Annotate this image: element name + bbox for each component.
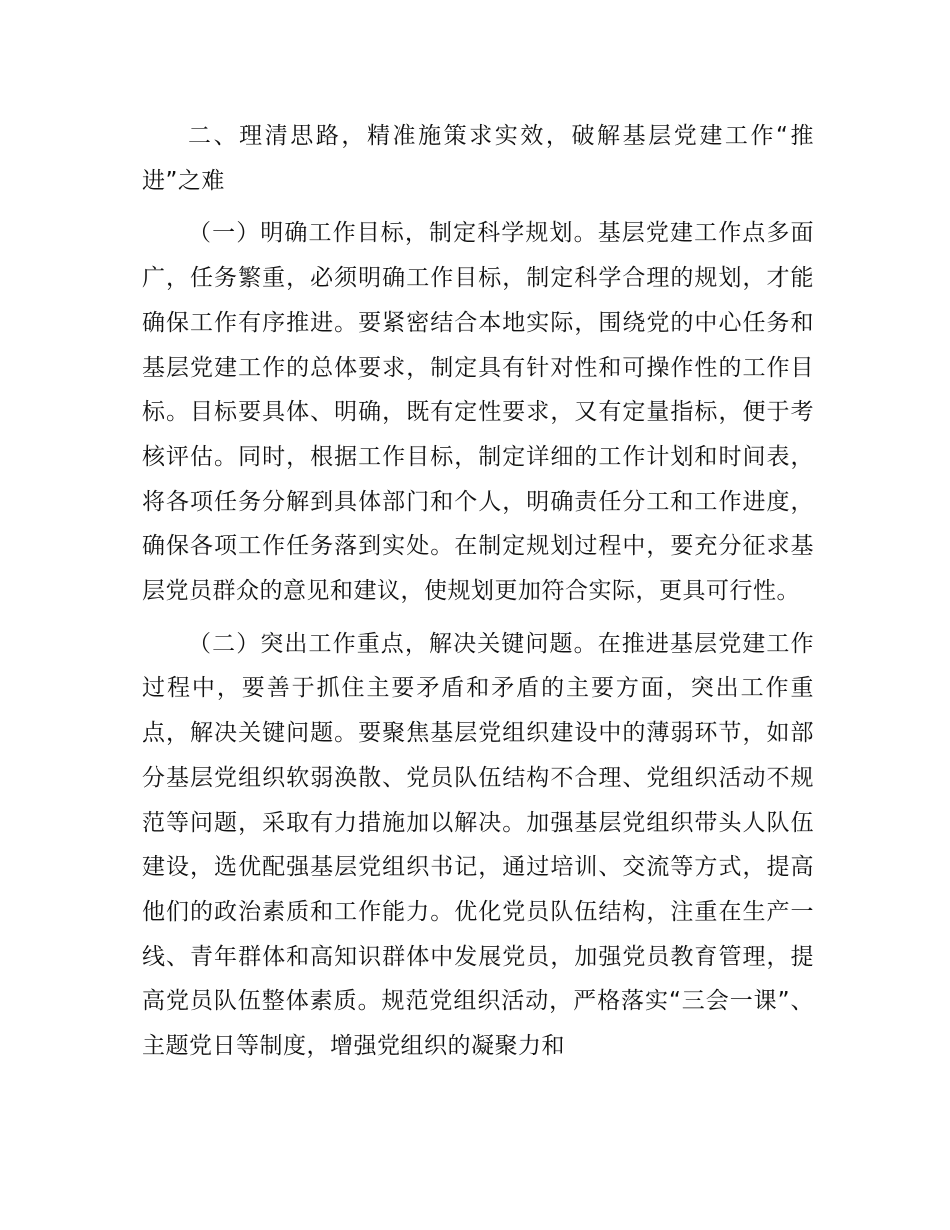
- paragraph-2: （二）突出工作重点，解决关键问题。在推进基层党建工作过程中，要善于抓住主要矛盾和矛盾的主要方面，突出工作重点，解决关键问题。要聚焦基层党组织建设中的薄弱环节，如部分基层党组织软弱涣散、党员队伍结构不合理、党组织活动不规范等问题，采取有力措施加以解决。加强基层党组织带头人队伍建设，选优配强基层党组织书记，通过培训、交流等方式，提高他们的政治素质和工作能力。优化党员队伍结构，注重在生产一线、青年群体和高知识群体中发展党员，加强党员教育管理，提高党员队伍整体素质。规范党组织活动，严格落实“三会一课”、主题党日等制度，增强党组织的凝聚力和: [142, 630, 814, 1060]
- document-body: [142, 114, 814, 1077]
- section-heading: 二、理清思路，精准施策求实效，破解基层党建工作“推进”之难: [142, 123, 814, 194]
- paragraph-1: （一）明确工作目标，制定科学规划。基层党建工作点多面广，任务繁重，必须明确工作目标，制定科学合理的规划，才能确保工作有序推进。要紧密结合本地实际，围绕党的中心任务和基层党建工作的总体要求，制定具有针对性和可操作性的工作目标。目标要具体、明确，既有定性要求，又有定量指标，便于考核评估。同时，根据工作目标，制定详细的工作计划和时间表，将各项任务分解到具体部门和个人，明确责任分工和工作进度，确保各项工作任务落到实处。在制定规划过程中，要充分征求基层党员群众的意见和建议，使规划更加符合实际，更具可行性。: [142, 220, 814, 605]
